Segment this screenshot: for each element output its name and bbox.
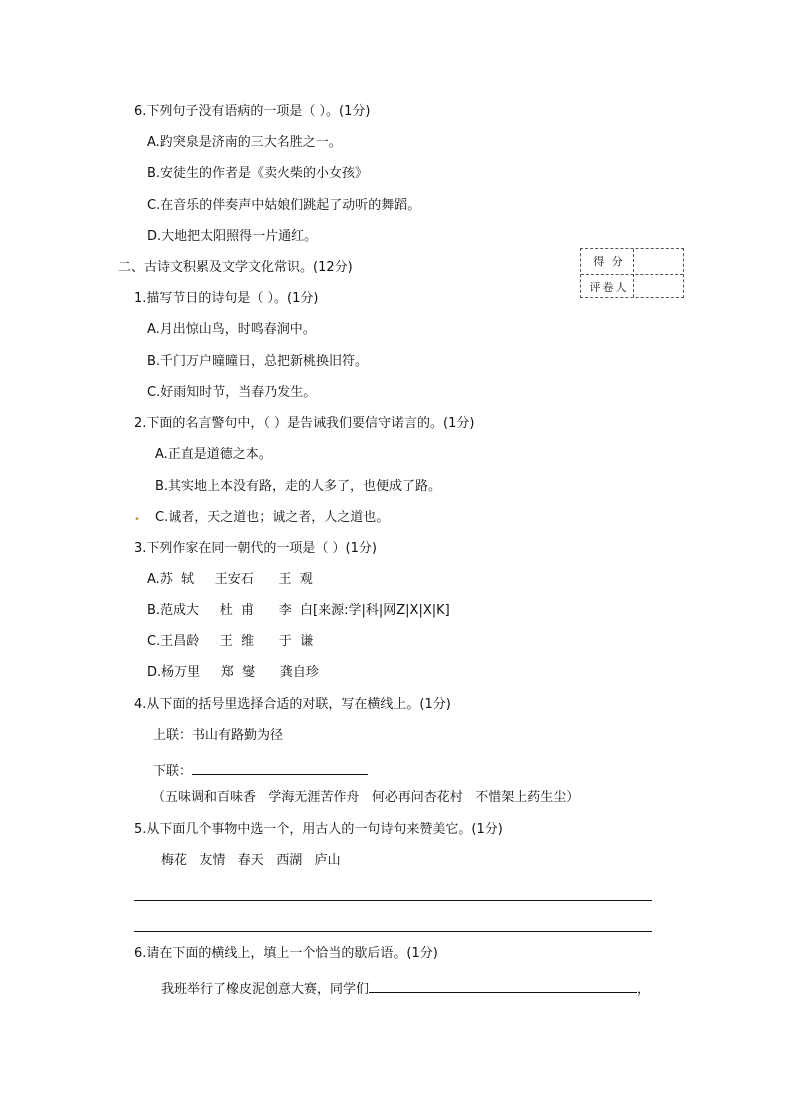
s2-q1-option-b: B.千门万户曈曈日，总把新桃换旧符。 [147,354,369,369]
s2-q5-answer-line-2[interactable] [134,931,652,932]
s2-q3-option-a: A.苏 轼 王安石 王 观 [147,572,313,587]
q6-option-b: B.安徒生的作者是《卖火柴的小女孩》 [147,166,369,181]
s2-q5-items: 梅花 友情 春天 西湖 庐山 [161,853,341,868]
s2-q6-answer-blank[interactable] [369,978,637,993]
s2-q3-option-c: C.王昌龄 王 维 于 谦 [147,634,314,649]
s2-q3-option-b: B.范成大 杜 甫 李 白[来源:学|科|网Z|X|X|K] [147,603,450,618]
s2-q6-stem: 6.请在下面的横线上，填上一个恰当的歇后语。(1分) [134,946,438,961]
score-label: 得 分 [593,255,625,268]
s2-q1-option-a: A.月出惊山鸟，时鸣春涧中。 [147,322,316,337]
s2-q4-lower-label: 下联： [153,764,193,779]
q6-option-c: C.在音乐的伴奏声中姑娘们跳起了动听的舞蹈。 [147,198,421,213]
s2-q2-option-b: B.其实地上本没有路，走的人多了，也便成了路。 [155,479,442,494]
s2-q1-option-c: C.好雨知时节，当春乃发生。 [147,385,317,400]
s2-q6-tail: ， [637,982,651,997]
s2-q4-stem: 4.从下面的括号里选择合适的对联，写在横线上。(1分) [134,697,451,712]
q6-stem: 6.下列句子没有语病的一项是（ ）。(1分) [134,104,371,119]
score-row [581,249,683,274]
score-box [580,248,684,298]
q6-option-a: A.趵突泉是济南的三大名胜之一。 [147,135,342,150]
stray-dot: • [134,514,140,525]
q6-option-d: D.大地把太阳照得一片通红。 [147,229,318,244]
s2-q4-lower-couplet [153,760,368,780]
s2-q4-answer-blank[interactable] [192,760,368,775]
s2-q4-choices: （五味调和百味香 学海无涯苦作舟 何必再问杏花村 不惜架上药生尘） [152,790,580,805]
s2-q2-stem: 2.下面的名言警句中，（ ）是告诫我们要信守诺言的。(1分) [134,416,475,431]
grader-row [581,274,683,300]
s2-q6-sentence: 我班举行了橡皮泥创意大赛，同学们 [161,982,370,997]
s2-q5-stem: 5.从下面几个事物中选一个，用古人的一句诗句来赞美它。(1分) [134,822,503,837]
s2-q2-option-c: C.诚者，天之道也；诚之者，人之道也。 [155,510,390,525]
s2-q3-option-d: D.杨万里 郑 燮 龚自珍 [147,665,319,680]
s2-q3-stem: 3.下列作家在同一朝代的一项是（ ）(1分) [134,541,377,556]
s2-q5-answer-line-1[interactable] [134,900,652,901]
s2-q6-sentence-line [161,978,650,998]
s2-q1-stem: 1.描写节日的诗句是（ ）。(1分) [134,291,319,306]
s2-q2-option-a: A.正直是道德之本。 [155,447,272,462]
s2-q4-upper-couplet: 上联：书山有路勤为径 [153,728,284,743]
grader-label: 评卷人 [589,281,629,294]
section-2-heading: 二、古诗文积累及文学文化常识。(12分) [118,260,353,275]
